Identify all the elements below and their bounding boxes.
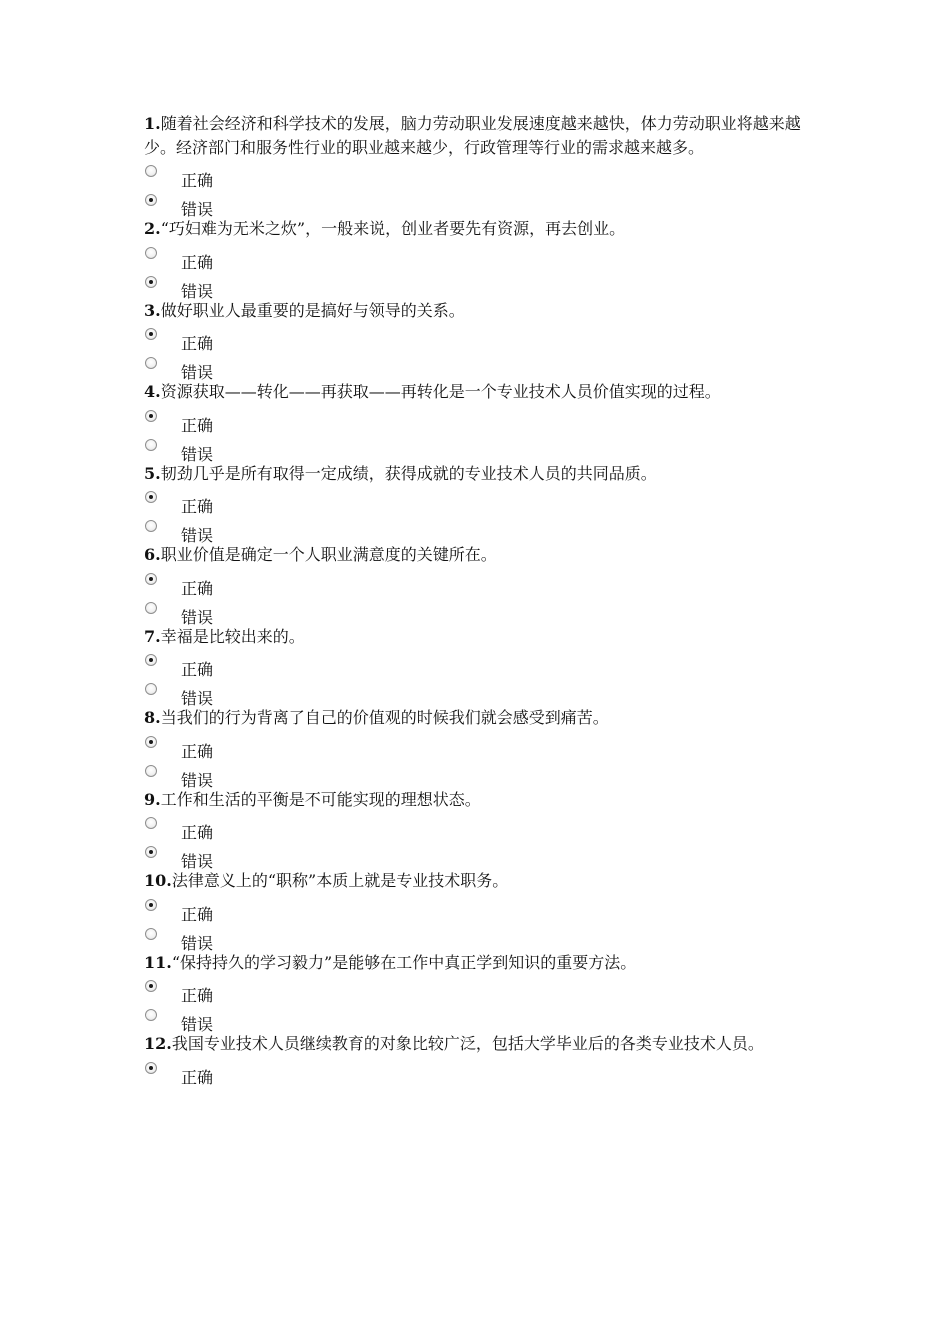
question-text <box>144 112 812 159</box>
question-7 <box>144 625 812 707</box>
radio-unselected-icon[interactable] <box>145 928 157 940</box>
answer-option-true[interactable] <box>144 974 812 1003</box>
answer-option-false[interactable] <box>144 514 812 543</box>
radio-selected-icon[interactable] <box>145 1062 157 1074</box>
radio-selected-icon[interactable] <box>145 980 157 992</box>
radio-unselected-icon[interactable] <box>145 765 157 777</box>
answer-option-false[interactable] <box>144 270 812 299</box>
question-statement: 做好职业人最重要的是搞好与领导的关系。 <box>160 300 465 320</box>
answer-option-false[interactable] <box>144 759 812 788</box>
question-11 <box>144 951 812 1033</box>
answer-label: 正确 <box>181 334 214 353</box>
question-number: 3. <box>144 300 161 320</box>
answer-label: 正确 <box>181 252 214 272</box>
question-statement: 法律意义上的“职称”本质上就是专业技术职务。 <box>171 871 509 890</box>
question-text <box>144 869 812 893</box>
question-statement: 随着社会经济和科学技术的发展，脑力劳动职业发展速度越来越快，体力劳动职业将越来越少。经济部门和服务性行业的职业越来越少，行政管理等行业的需求越来越多。 <box>144 114 801 157</box>
question-text <box>144 380 812 404</box>
radio-unselected-icon[interactable] <box>145 247 157 259</box>
answer-label: 错误 <box>181 770 214 790</box>
question-text <box>144 217 812 241</box>
answer-label: 错误 <box>181 1015 214 1034</box>
question-statement: 我国专业技术人员继续教育的对象比较广泛，包括大学毕业后的各类专业技术人员。 <box>171 1034 764 1053</box>
question-10 <box>144 869 812 951</box>
question-statement: 当我们的行为背离了自己的价值观的时候我们就会感受到痛苦。 <box>160 708 609 727</box>
answer-label: 错误 <box>181 852 214 871</box>
answer-option-true[interactable] <box>144 811 812 840</box>
answer-option-true[interactable] <box>144 159 812 188</box>
answer-option-false[interactable] <box>144 1003 812 1032</box>
question-12 <box>144 1032 812 1085</box>
question-1 <box>144 112 812 217</box>
question-number: 11. <box>144 952 172 972</box>
answer-option-false[interactable] <box>144 596 812 625</box>
answer-label: 正确 <box>181 497 214 516</box>
answer-label: 错误 <box>181 933 214 953</box>
answer-label: 错误 <box>181 200 214 219</box>
question-text <box>144 706 812 730</box>
answer-label: 正确 <box>181 660 214 679</box>
radio-unselected-icon[interactable] <box>145 817 157 829</box>
radio-unselected-icon[interactable] <box>145 357 157 369</box>
radio-unselected-icon[interactable] <box>145 602 157 614</box>
answer-label: 正确 <box>181 904 214 924</box>
radio-selected-icon[interactable] <box>145 410 157 422</box>
question-text <box>144 951 812 975</box>
radio-selected-icon[interactable] <box>145 573 157 585</box>
answer-label: 错误 <box>181 689 214 708</box>
answer-option-false[interactable] <box>144 433 812 462</box>
question-text <box>144 1032 812 1056</box>
answer-option-true[interactable] <box>144 485 812 514</box>
answer-option-true[interactable] <box>144 567 812 596</box>
answer-label: 错误 <box>181 444 214 464</box>
question-statement: 资源获取——转化——再获取——再转化是一个专业技术人员价值实现的过程。 <box>160 382 721 401</box>
answer-label: 正确 <box>181 823 214 842</box>
radio-selected-icon[interactable] <box>145 194 157 206</box>
radio-unselected-icon[interactable] <box>145 439 157 451</box>
radio-selected-icon[interactable] <box>145 846 157 858</box>
radio-unselected-icon[interactable] <box>145 683 157 695</box>
answer-label: 正确 <box>181 171 214 190</box>
question-number: 1. <box>144 114 161 133</box>
answer-option-true[interactable] <box>144 241 812 270</box>
question-statement: 幸福是比较出来的。 <box>160 626 305 646</box>
question-text <box>144 462 812 486</box>
radio-selected-icon[interactable] <box>145 276 157 288</box>
answer-label: 正确 <box>181 578 214 598</box>
answer-option-false[interactable] <box>144 922 812 951</box>
question-number: 12. <box>144 1034 172 1053</box>
question-text <box>144 625 812 649</box>
question-4 <box>144 380 812 462</box>
question-text <box>144 543 812 567</box>
answer-option-true[interactable] <box>144 893 812 922</box>
radio-selected-icon[interactable] <box>145 491 157 503</box>
answer-option-true[interactable] <box>144 648 812 677</box>
question-8 <box>144 706 812 788</box>
answer-option-false[interactable] <box>144 351 812 380</box>
radio-selected-icon[interactable] <box>145 654 157 666</box>
question-3 <box>144 299 812 381</box>
answer-option-false[interactable] <box>144 840 812 869</box>
answer-option-true[interactable] <box>144 404 812 433</box>
question-number: 10. <box>144 871 172 890</box>
question-number: 5. <box>144 463 161 483</box>
question-2 <box>144 217 812 299</box>
question-number: 9. <box>144 789 161 809</box>
radio-unselected-icon[interactable] <box>145 165 157 177</box>
answer-label: 正确 <box>181 415 214 435</box>
question-number: 4. <box>144 382 161 401</box>
question-text <box>144 299 812 323</box>
question-9 <box>144 788 812 870</box>
answer-option-false[interactable] <box>144 677 812 706</box>
question-text <box>144 788 812 812</box>
answer-option-true[interactable] <box>144 730 812 759</box>
answer-option-true[interactable] <box>144 322 812 351</box>
radio-unselected-icon[interactable] <box>145 1009 157 1021</box>
question-number: 2. <box>144 219 161 238</box>
answer-label: 错误 <box>181 607 214 627</box>
radio-selected-icon[interactable] <box>145 736 157 748</box>
question-list <box>144 112 812 1085</box>
answer-label: 正确 <box>181 1067 214 1087</box>
answer-label: 正确 <box>181 986 214 1005</box>
answer-label: 错误 <box>181 363 214 382</box>
answer-option-true[interactable] <box>144 1056 812 1085</box>
question-5 <box>144 462 812 544</box>
answer-label: 错误 <box>181 281 214 301</box>
radio-selected-icon[interactable] <box>145 328 157 340</box>
question-statement: “保持持久的学习毅力”是能够在工作中真正学到知识的重要方法。 <box>171 952 637 972</box>
answer-label: 正确 <box>181 741 214 761</box>
question-statement: 工作和生活的平衡是不可能实现的理想状态。 <box>160 789 481 809</box>
radio-selected-icon[interactable] <box>145 899 157 911</box>
answer-option-false[interactable] <box>144 188 812 217</box>
answer-label: 错误 <box>181 526 214 545</box>
question-statement: 职业价值是确定一个人职业满意度的关键所在。 <box>160 545 497 564</box>
radio-unselected-icon[interactable] <box>145 520 157 532</box>
question-number: 8. <box>144 708 161 727</box>
question-number: 7. <box>144 626 161 646</box>
question-statement: “巧妇难为无米之炊”，一般来说，创业者要先有资源，再去创业。 <box>160 219 626 238</box>
question-6 <box>144 543 812 625</box>
question-number: 6. <box>144 545 161 564</box>
question-statement: 韧劲几乎是所有取得一定成绩，获得成就的专业技术人员的共同品质。 <box>160 463 657 483</box>
